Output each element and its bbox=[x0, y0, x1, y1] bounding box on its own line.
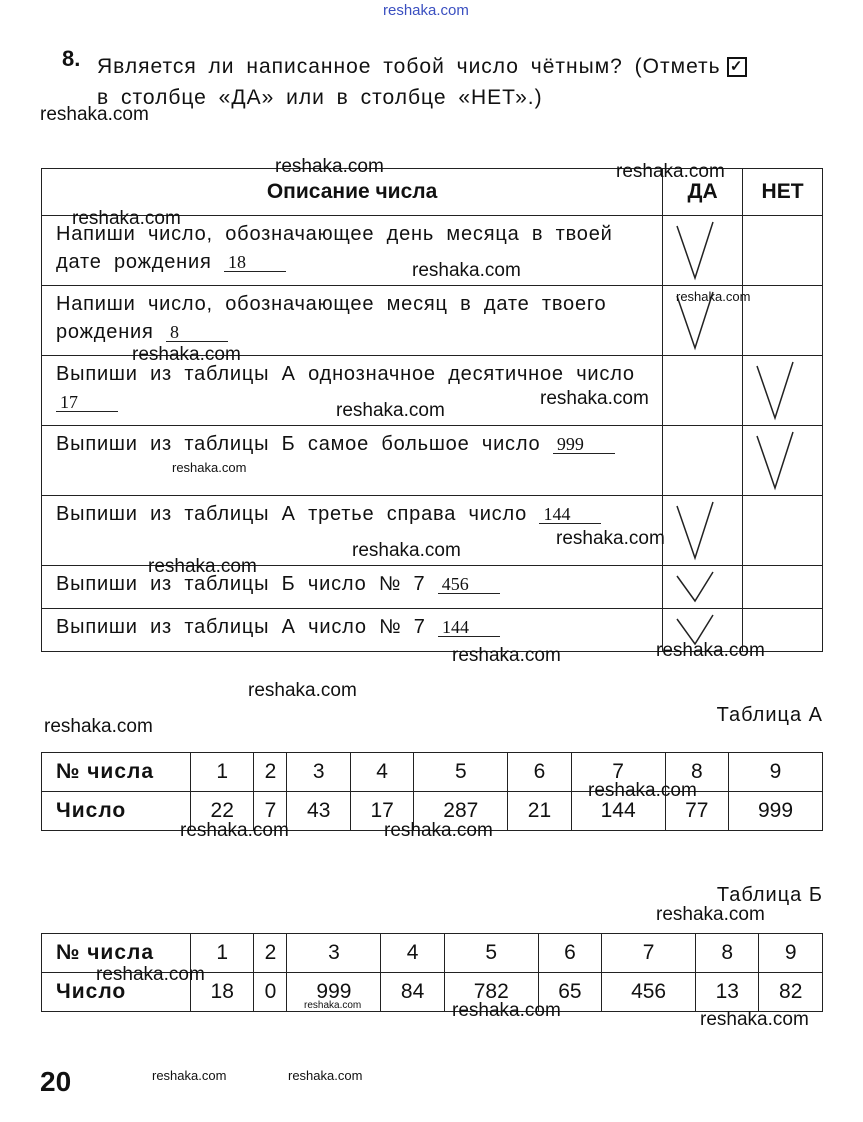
number-index: 3 bbox=[287, 753, 350, 792]
number-value: 13 bbox=[696, 973, 759, 1012]
number-index: 3 bbox=[287, 934, 381, 973]
table-b-caption: Таблица Б bbox=[716, 884, 823, 906]
row-label: Число bbox=[42, 973, 191, 1012]
watermark: reshaka.com bbox=[336, 400, 445, 421]
watermark: reshaka.com bbox=[288, 1068, 363, 1083]
cell-no[interactable] bbox=[743, 426, 823, 496]
cell-no[interactable] bbox=[743, 216, 823, 286]
header-yes: ДА bbox=[663, 169, 743, 216]
watermark: reshaka.com bbox=[132, 344, 241, 365]
watermark: reshaka.com bbox=[616, 161, 725, 182]
watermark: reshaka.com bbox=[148, 556, 257, 577]
watermark: reshaka.com bbox=[304, 1000, 362, 1011]
number-value: 18 bbox=[191, 973, 254, 1012]
cell-no[interactable] bbox=[743, 356, 823, 426]
number-index: 7 bbox=[571, 753, 665, 792]
number-index: 1 bbox=[191, 753, 254, 792]
number-index: 1 bbox=[191, 934, 254, 973]
watermark: reshaka.com bbox=[412, 260, 521, 281]
watermark: reshaka.com bbox=[656, 904, 765, 925]
answer-row bbox=[42, 426, 823, 496]
description-text: Выпиши из таблицы Б самое большое число bbox=[56, 433, 541, 455]
number-index: 6 bbox=[538, 934, 601, 973]
index-row bbox=[42, 753, 823, 792]
number-value: 65 bbox=[538, 973, 601, 1012]
number-value: 999 bbox=[287, 973, 381, 1012]
number-value: 144 bbox=[571, 792, 665, 831]
watermark: reshaka.com bbox=[180, 820, 289, 841]
number-index: 8 bbox=[665, 753, 728, 792]
description-text: Выпиши из таблицы А третье справа число bbox=[56, 503, 528, 525]
description-text: Выпиши из таблицы А число № 7 bbox=[56, 616, 426, 638]
task-question-line2: в столбце «ДА» или в столбце «НЕТ».) bbox=[97, 86, 543, 109]
description-text: Выпиши из таблицы А однозначное десятичное число bbox=[56, 363, 635, 385]
check-mark-icon bbox=[673, 500, 733, 562]
watermark: reshaka.com bbox=[383, 2, 469, 19]
number-value: 82 bbox=[759, 973, 823, 1012]
task-question-line1 bbox=[97, 55, 747, 79]
watermark: reshaka.com bbox=[452, 1000, 561, 1021]
number-value: 7 bbox=[254, 792, 287, 831]
description-text: Напиши число, обозначающее месяц в дате твоего рождения bbox=[56, 293, 607, 343]
watermark: reshaka.com bbox=[588, 780, 697, 801]
row-description bbox=[42, 426, 663, 496]
check-mark-icon bbox=[753, 360, 813, 422]
number-value: 17 bbox=[350, 792, 413, 831]
handwritten-answer[interactable]: 18 bbox=[224, 253, 286, 272]
number-value: 21 bbox=[508, 792, 571, 831]
handwritten-answer[interactable]: 456 bbox=[438, 575, 500, 594]
row-label: № числа bbox=[42, 753, 191, 792]
number-index: 4 bbox=[350, 753, 413, 792]
watermark: reshaka.com bbox=[96, 964, 205, 985]
check-mark-icon bbox=[673, 220, 733, 282]
number-value: 999 bbox=[729, 792, 823, 831]
task-number: 8. bbox=[62, 46, 81, 71]
number-index: 2 bbox=[254, 753, 287, 792]
number-index: 5 bbox=[414, 753, 508, 792]
number-index: 9 bbox=[729, 753, 823, 792]
row-label: Число bbox=[42, 792, 191, 831]
number-value: 456 bbox=[602, 973, 696, 1012]
watermark: reshaka.com bbox=[452, 645, 561, 666]
number-index: 8 bbox=[696, 934, 759, 973]
checkbox-icon: ✓ bbox=[727, 57, 747, 77]
watermark: reshaka.com bbox=[556, 528, 665, 549]
table-a-caption: Таблица А bbox=[716, 704, 823, 726]
watermark: reshaka.com bbox=[72, 208, 181, 229]
number-index: 7 bbox=[602, 934, 696, 973]
watermark: reshaka.com bbox=[248, 680, 357, 701]
watermark: reshaka.com bbox=[172, 460, 247, 475]
watermark: reshaka.com bbox=[275, 156, 384, 177]
cell-no[interactable] bbox=[743, 566, 823, 609]
description-text: Выпиши из таблицы Б число № 7 bbox=[56, 573, 426, 595]
number-value: 43 bbox=[287, 792, 350, 831]
row-description bbox=[42, 566, 663, 609]
header-description: Описание числа bbox=[42, 169, 663, 216]
header-no: НЕТ bbox=[743, 169, 823, 216]
watermark: reshaka.com bbox=[352, 540, 461, 561]
number-value: 782 bbox=[444, 973, 538, 1012]
handwritten-answer[interactable]: 8 bbox=[166, 323, 228, 342]
cell-yes[interactable] bbox=[663, 426, 743, 496]
cell-yes[interactable] bbox=[663, 496, 743, 566]
task-text: Является ли написанное тобой число чётным? (Отметь bbox=[97, 55, 721, 78]
number-index: 9 bbox=[759, 934, 823, 973]
number-value: 84 bbox=[381, 973, 444, 1012]
row-label: № числа bbox=[42, 934, 191, 973]
watermark: reshaka.com bbox=[40, 104, 149, 125]
check-mark-icon bbox=[673, 570, 733, 605]
watermark: reshaka.com bbox=[44, 716, 153, 737]
number-index: 6 bbox=[508, 753, 571, 792]
number-index: 5 bbox=[444, 934, 538, 973]
watermark: reshaka.com bbox=[384, 820, 493, 841]
check-mark-icon bbox=[753, 430, 813, 492]
number-value: 22 bbox=[191, 792, 254, 831]
watermark: reshaka.com bbox=[656, 640, 765, 661]
watermark: reshaka.com bbox=[152, 1068, 227, 1083]
number-value: 287 bbox=[414, 792, 508, 831]
watermark: reshaka.com bbox=[676, 289, 751, 304]
cell-yes[interactable] bbox=[663, 356, 743, 426]
watermark: reshaka.com bbox=[540, 388, 649, 409]
watermark: reshaka.com bbox=[700, 1009, 809, 1030]
handwritten-answer[interactable]: 999 bbox=[553, 435, 615, 454]
handwritten-answer[interactable]: 17 bbox=[56, 393, 118, 412]
cell-no[interactable] bbox=[743, 286, 823, 356]
cell-yes[interactable] bbox=[663, 566, 743, 609]
cell-no[interactable] bbox=[743, 496, 823, 566]
number-index: 2 bbox=[254, 934, 287, 973]
cell-yes[interactable] bbox=[663, 216, 743, 286]
number-index: 4 bbox=[381, 934, 444, 973]
row-description bbox=[42, 609, 663, 652]
page-number: 20 bbox=[40, 1066, 72, 1097]
number-value: 77 bbox=[665, 792, 728, 831]
description-text: Напиши число, обозначающее день месяца в твоей дате рождения bbox=[56, 223, 613, 273]
handwritten-answer[interactable]: 144 bbox=[438, 618, 500, 637]
handwritten-answer[interactable]: 144 bbox=[539, 505, 601, 524]
number-value: 0 bbox=[254, 973, 287, 1012]
